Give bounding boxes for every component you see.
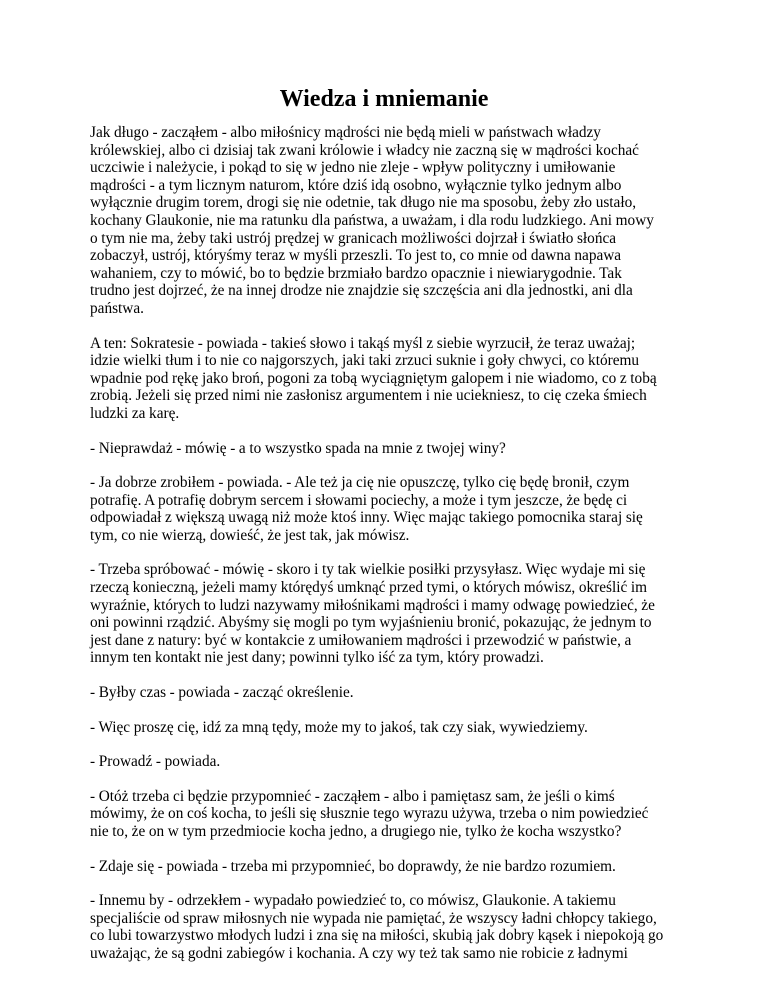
text-line: - Byłby czas - powiada - zacząć określenie.	[90, 684, 354, 702]
text-line: kochany Glaukonie, nie ma ratunku dla państwa, a uważam, i dla rodu ludzkiego. Ani mowy	[90, 211, 654, 229]
text-line: zobaczył, ustrój, któryśmy teraz w myśli przeszli. To jest to, co mnie od dawna napawa	[90, 247, 622, 265]
paragraph	[90, 753, 690, 771]
text-line: - Prowadź - powiada.	[90, 753, 221, 771]
text-line: - Trzeba spróbować - mówię - skoro i ty tak wielkie posiłki przysyłasz. Więc wydaje mi się	[90, 561, 646, 579]
text-line: innym ten kontakt nie jest dany; powinni tylko iść za tym, który prowadzi.	[90, 649, 544, 667]
text-line: specjaliście od spraw miłosnych nie wypada nie pamiętać, że wszyscy ładni chłopcy takiego,	[90, 909, 657, 927]
paragraph	[90, 858, 690, 876]
paragraph	[90, 719, 690, 737]
text-line: A ten: Sokratesie - powiada - takieś słowo i takąś myśl z siebie wyrzucił, że teraz uważaj;	[90, 334, 636, 352]
paragraph	[90, 440, 690, 458]
text-line: jest dane z natury: być w kontakcie z umiłowaniem mądrości i przewodzić w państwie, a	[90, 631, 632, 649]
text-line: tym, co nie wierzą, dowieść, że jest tak, jak mówisz.	[90, 526, 410, 544]
paragraph	[90, 684, 690, 702]
text-line: - Innemu by - odrzekłem - wypadało powiedzieć to, co mówisz, Glaukonie. A takiemu	[90, 892, 616, 910]
text-line: uczciwie i należycie, i pokąd to się w jedno nie zleje - wpływ polityczny i umiłowanie	[90, 159, 616, 177]
text-line: ludzki za karę.	[90, 404, 180, 422]
text-line: co lubi towarzystwo młodych ludzi i zna się na miłości, skubią jak dobry kąsek i niepokoją go	[90, 927, 664, 945]
paragraph	[90, 474, 690, 544]
text-line: zrobią. Jeżeli się przed nimi nie zasłonisz argumentem i nie uciekniesz, to cię czeka śmiech	[90, 387, 647, 405]
text-line: mówimy, że on coś kocha, to jeśli się słusznie tego wyrazu używa, trzeba o nim powiedzieć	[90, 805, 649, 823]
text-line: - Ja dobrze zrobiłem - powiada. - Ale też ja cię nie opuszczę, tylko cię będę bronił, czym	[90, 474, 630, 492]
text-line: o tym nie ma, żeby taki ustrój prędzej w granicach możliwości dojrzał i światło słońca	[90, 229, 617, 247]
text-line: rzeczą konieczną, jeżeli mamy którędyś umknąć przed tymi, o których mówisz, określić im	[90, 579, 648, 597]
document-title: Wiedza i mniemanie	[279, 86, 489, 112]
paragraph	[90, 892, 690, 962]
text-line: - Otóż trzeba ci będzie przypomnieć - zacząłem - albo i pamiętasz sam, że jeśli o kimś	[90, 787, 615, 805]
text-line: - Nieprawdaż - mówię - a to wszystko spada na mnie z twojej winy?	[90, 439, 506, 457]
text-line: uważając, że są godni zabiegów i kochania. A czy wy też tak samo nie robicie z ładnymi	[90, 944, 628, 962]
text-line: potrafię. A potrafię dobrym sercem i słowami pociechy, a może i tym jeszcze, że będę ci	[90, 491, 628, 509]
text-line: wyłącznie drugim torem, drogi się nie odetnie, tak długo nie ma sposobu, żeby zło ustało,	[90, 194, 637, 212]
paragraph	[90, 124, 690, 318]
text-line: odpowiadał z większą uwagą niż może ktoś inny. Więc mając takiego pomocnika staraj się	[90, 509, 643, 527]
text-line: królewskiej, albo ci dzisiaj tak zwani królowie i władcy nie zaczną się w mądrości kochać	[90, 141, 639, 159]
text-line: wyraźnie, których to ludzi nazywamy miłośnikami mądrości i mamy odwagę powiedzieć, że	[90, 596, 655, 614]
text-line: mądrości - a tym licznym naturom, które dziś idą osobno, wyłącznie tylko jednym albo	[90, 176, 622, 194]
paragraph	[90, 788, 690, 841]
text-line: idzie wielki tłum i to nie co najgorszych, jaki taki zrzuci suknie i goły chwyci, co któremu	[90, 352, 640, 370]
text-line: państwa.	[90, 299, 144, 317]
text-line: wahaniem, czy to mówić, bo to będzie brzmiało bardzo opacznie i niewiarygodnie. Tak	[90, 264, 622, 282]
paragraph	[90, 335, 690, 423]
text-line: wpadnie pod rękę jako broń, pogoni za tobą wyciągniętym galopem i nie wiadomo, co z tobą	[90, 369, 657, 387]
text-line: - Więc proszę cię, idź za mną tędy, może my to jakoś, tak czy siak, wywiedziemy.	[90, 718, 588, 736]
document-body	[90, 124, 690, 980]
text-line: Jak długo - zacząłem - albo miłośnicy mądrości nie będą mieli w państwach władzy	[90, 124, 601, 141]
paragraph	[90, 561, 690, 667]
text-line: - Zdaje się - powiada - trzeba mi przypomnieć, bo doprawdy, że nie bardzo rozumiem.	[90, 857, 616, 875]
text-line: nie to, że on w tym przedmiocie kocha jedno, a drugiego nie, tylko że kocha wszystko?	[90, 823, 622, 840]
text-line: trudno jest dojrzeć, że na innej drodze nie znajdzie się szczęścia ani dla jednostki, ani dla	[90, 282, 633, 300]
text-line: oni powinni rządzić. Abyśmy się mogli po tym wyjaśnieniu bronić, pokazując, że jednym to	[90, 614, 652, 632]
